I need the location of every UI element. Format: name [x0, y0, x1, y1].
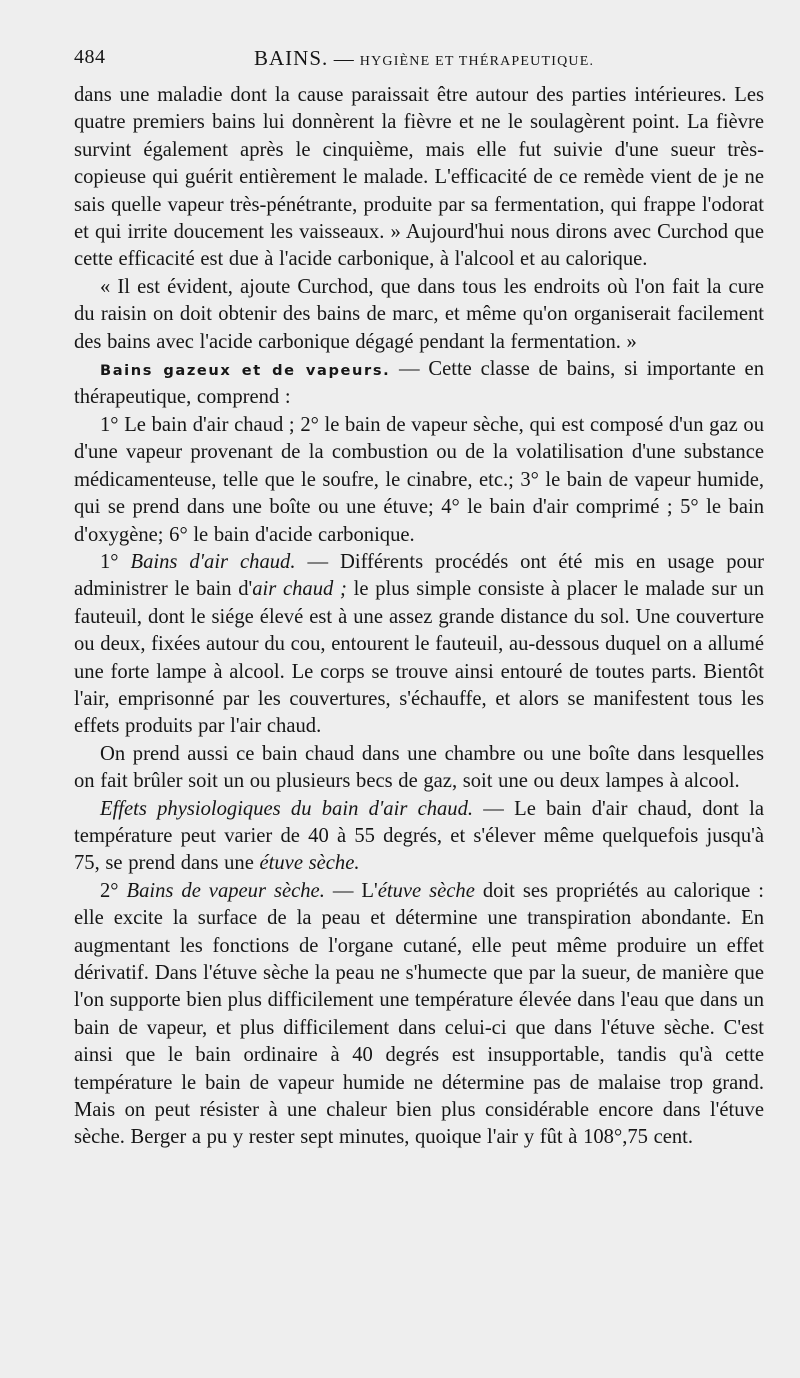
italic-term: étuve sèche.: [259, 852, 360, 875]
paragraph-text: — Cette classe de bains, si importante en thérapeutique, comprend :: [74, 358, 764, 409]
paragraph-text-continued: le plus simple consiste à placer le malade sur un fauteuil, dont le siége élevé est à une assez grande distance du sol. Une couverture ou deux, fixées autour du cou, entourent le fauteuil, au-dessous duquel on a allumé une forte lampe à alcool. Le corps se trouve ainsi entouré de toutes parts. Bientôt l'air, emprisonné par les couvertures, s'échauffe, et alors se manifestent tous les effets produits par l'air chaud.: [74, 578, 764, 738]
paragraph: [74, 274, 764, 356]
paragraph-text: — Différents procédés ont été mis en usage pour administrer le bain d': [74, 550, 765, 601]
paragraph-text-continued: doit ses propriétés au calorique : elle excite la surface de la peau et détermine une transpiration abondante. En augmentant les fonctions de l'organe cutané, elle peut même produire un effet dérivatif. Dans l'étuve sèche la peau ne s'humecte que par la sueur, de manière que l'on supporte bien plus difficilement une température élevée dans l'eau que dans un bain de vapeur, et plus difficilement dans celui-ci que dans l'étuve sèche. C'est ainsi que le bain ordinaire à 40 degrés est insupportable, tandis qu'à cette température le bain de vapeur humide ne détermine pas de malaise trop grand. Mais on peut résister à une chaleur bien plus considérable encore dans l'étuve sèche. Berger a pu y rester sept minutes, quoique l'air y fût à 108°,75 cent.: [74, 879, 765, 1149]
paragraph-lead: 1°: [100, 550, 131, 573]
subsection-title: Bains d'air chaud.: [130, 550, 296, 573]
section-paragraph: [74, 356, 764, 412]
paragraph-text: — L': [324, 879, 378, 902]
subsection-title: Bains de vapeur sèche.: [126, 879, 325, 902]
paragraph-text: « Il est évident, ajoute Curchod, que dans tous les endroits où l'on fait la cure du raisin on doit obtenir des bains de marc, et même qu'on organiserait facilement des bains avec l'acide carbonique dégagé pendant la fermentation. »: [74, 275, 764, 353]
page-number: 484: [74, 46, 106, 68]
paragraph-lead: 2°: [100, 879, 127, 902]
paragraph: [74, 741, 764, 796]
section-heading: Bains gazeux et de vapeurs.: [100, 362, 391, 380]
body-text: [74, 82, 764, 1152]
running-head: [254, 46, 594, 71]
paragraph-text: On prend aussi ce bain chaud dans une chambre ou une boîte dans lesquelles on fait brûler soit un ou plusieurs becs de gaz, soit une ou deux lampes à alcool.: [74, 742, 764, 793]
paragraph: [74, 82, 764, 274]
paragraph-text: 1° Le bain d'air chaud ; 2° le bain de vapeur sèche, qui est composé d'un gaz ou d'une vapeur provenant de la combustion ou de la volatilisation d'une substance médicamenteuse, telle que le soufre, le cinabre, etc.; 3° le bain de vapeur humide, qui se prend dans une boîte ou une étuve; 4° le bain d'air comprimé ; 5° le bain d'oxygène; 6° le bain d'acide carbonique.: [74, 413, 764, 546]
paragraph-text: dans une maladie dont la cause paraissait être autour des parties intérieures. Les quatre premiers bains lui donnèrent la fièvre et ne le soulagèrent point. La fièvre survint également après le cinquième, mais elle fut suivie d'une sueur très-copieuse qui guérit entièrement le malade. L'efficacité de ce remède vient de je ne sais quelle vapeur très-pénétrante, produite par sa fermentation, qui frappe l'odorat et qui irrite doucement les vaisseaux. » Aujourd'hui nous dirons avec Curchod que cette efficacité est due à l'acide carbonique, à l'alcool et au calorique.: [74, 84, 764, 271]
paragraph: [74, 796, 764, 878]
running-head-separator: —: [333, 48, 355, 70]
paragraph-text: — Le bain d'air chaud, dont la température peut varier de 40 à 55 degrés, et s'élever même quelquefois jusqu'à 75, se prend dans une: [74, 797, 764, 875]
paragraph: [74, 412, 764, 549]
running-head-title: BAINS.: [254, 46, 329, 70]
paragraph: [74, 549, 764, 741]
paragraph: [74, 878, 764, 1152]
italic-term: air chaud ;: [252, 578, 347, 601]
page-header: [74, 46, 762, 76]
italic-term: étuve sèche: [377, 879, 475, 902]
subsection-title: Effets physiologiques du bain d'air chaud.: [100, 797, 474, 820]
running-head-subtitle: HYGIÈNE ET THÉRAPEUTIQUE.: [359, 54, 595, 69]
